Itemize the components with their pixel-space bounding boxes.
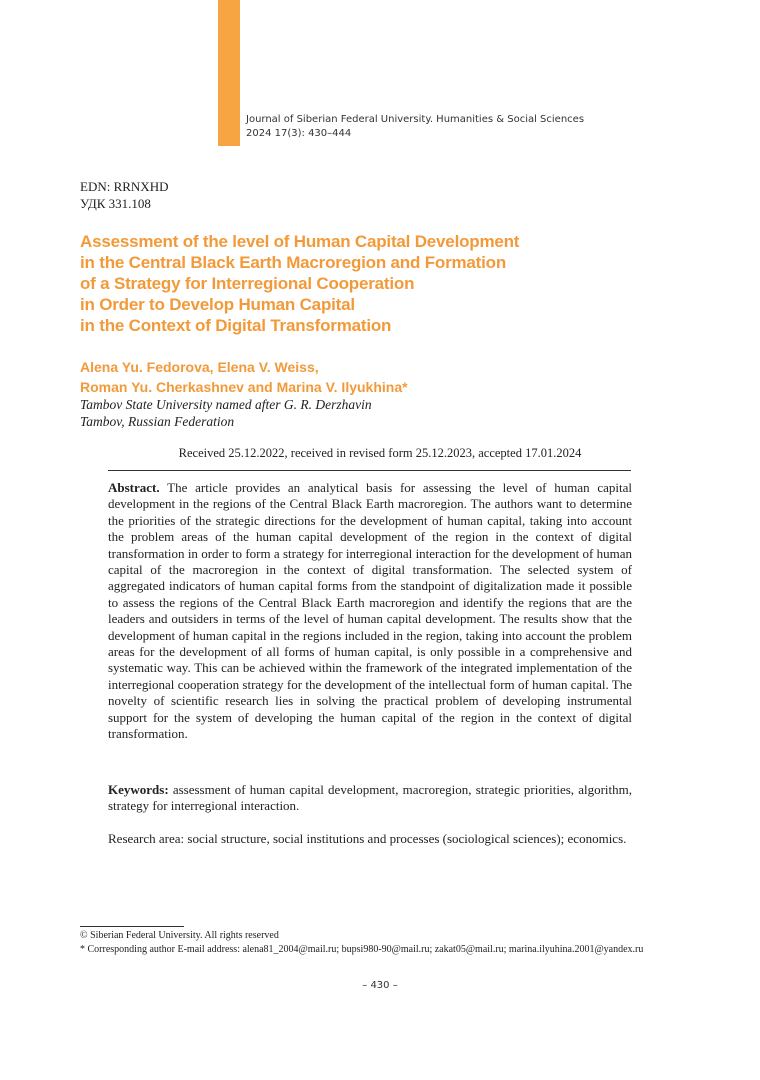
affiliation xyxy=(80,396,372,430)
title-line: in the Context of Digital Transformation xyxy=(80,316,392,335)
authors-line: Alena Yu. Fedorova, Elena V. Weiss, xyxy=(80,359,319,375)
copyright-note: © Siberian Federal University. All rights reserved xyxy=(80,930,279,941)
received-dates: Received 25.12.2022, received in revised form 25.12.2023, accepted 17.01.2024 xyxy=(178,446,582,460)
journal-name: Journal of Siberian Federal University. Humanities & Social Sciences xyxy=(246,114,585,125)
research-area: Research area: social structure, social institutions and processes (sociological sciences); economics. xyxy=(108,831,627,846)
page-number: – 430 – xyxy=(362,980,398,991)
authors xyxy=(80,357,408,397)
abstract-label: Abstract. xyxy=(108,480,160,495)
udk-code: УДК 331.108 xyxy=(80,196,151,211)
corresponding-author-note: * Corresponding author E-mail address: alena81_2004@mail.ru; bupsi980-90@mail.ru; zakat05@mail.ru; marina.ilyuhina.2001@yandex.ru xyxy=(80,944,644,955)
affiliation-location: Tambov, Russian Federation xyxy=(80,414,235,429)
title-line: Assessment of the level of Human Capital Development xyxy=(80,232,520,251)
accent-bar xyxy=(218,0,240,146)
divider xyxy=(108,470,631,471)
journal-header xyxy=(246,113,584,141)
footnotes xyxy=(80,929,660,957)
article-title xyxy=(80,231,680,336)
keywords-text: assessment of human capital development, macroregion, strategic priorities, algorithm, strategy for interregional interaction. xyxy=(108,782,633,814)
footnote-divider xyxy=(80,926,184,927)
abstract-text: The article provides an analytical basis for assessing the level of human capital development in the regions of the Central Black Earth macroregion. The authors want to determine the priorities of the strategic directions for the development of human capital, taking into account the problem areas of the human capital development of the region in the context of digital transformation in order to form a strategy for interregional interaction for the development of human capital of the macroregion in the context of digital transformation. The selected system of aggregated indicators of human capital forms from the standpoint of digitalization made it possible to assess the regions of the Central Black Earth macroregion and identify the regions that are the leaders and outsiders in terms of the level of human capital development. The results show that the development of human capital in the regions included in the region, taking into account the problem areas for the development of all forms of human capital, is only possible in a comprehensive and systematic way. This can be achieved within the framework of the integrated implementation of the interregional cooperation strategy for the development of the intellectual form of human capital. The novelty of scientific research lies in solving the practical problem of developing instrumental support for the system of developing the human capital of the region in the context of digital transformation. xyxy=(108,480,633,742)
abstract xyxy=(108,480,632,743)
affiliation-institution: Tambov State University named after G. R. Derzhavin xyxy=(80,397,372,412)
authors-line: Roman Yu. Cherkashnev and Marina V. Ilyukhina* xyxy=(80,379,408,395)
title-line: in the Central Black Earth Macroregion and Formation xyxy=(80,253,507,272)
keywords xyxy=(108,782,632,815)
title-line: of a Strategy for Interregional Cooperation xyxy=(80,274,415,293)
keywords-label: Keywords: xyxy=(108,782,169,797)
title-line: in Order to Develop Human Capital xyxy=(80,295,355,314)
edn-code: EDN: RRNXHD xyxy=(80,179,169,194)
classification-codes xyxy=(80,178,168,212)
journal-issue: 2024 17(3): 430–444 xyxy=(246,128,352,139)
